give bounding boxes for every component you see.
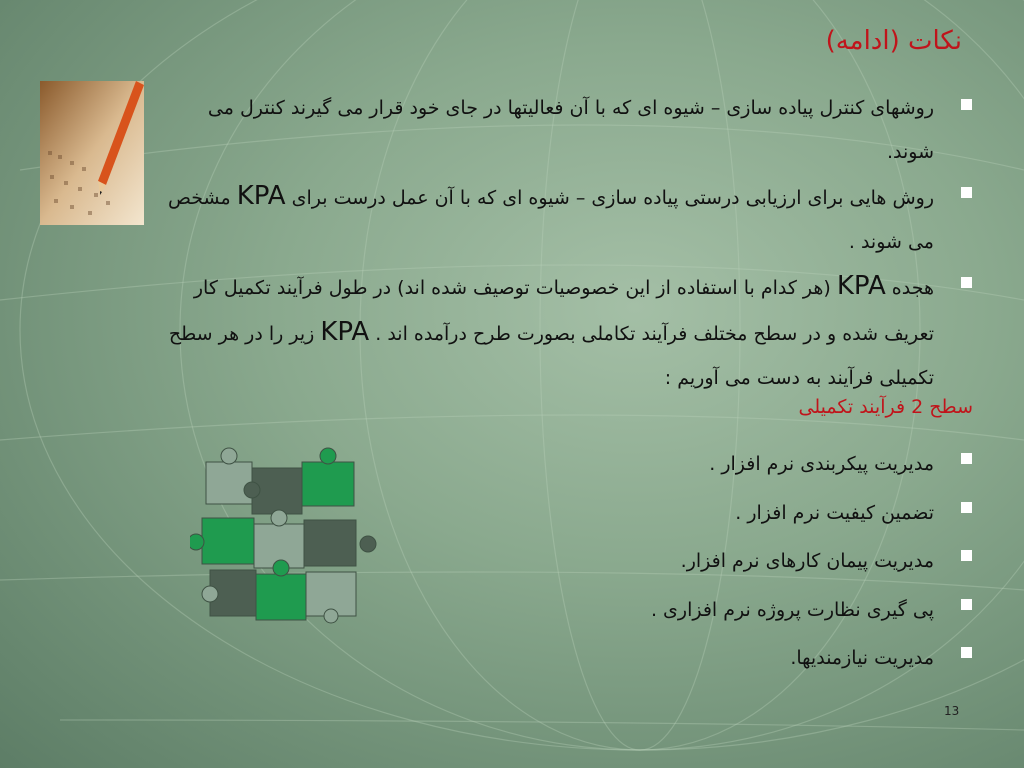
puzzle-pieces-image xyxy=(190,444,380,626)
list-item: مدیریت پیکربندی نرم افزار . xyxy=(516,440,976,489)
kpa-term: KPA xyxy=(320,317,370,347)
square-bullet-icon xyxy=(961,502,972,513)
kpa-term: KPA xyxy=(236,181,286,211)
list-item: پی گیری نظارت پروژه نرم افزاری . xyxy=(516,586,976,635)
list-item: مدیریت نیازمندیها. xyxy=(516,634,976,683)
bullet-item: هجده KPA (هر کدام با استفاده از این خصوصیات توصیف شده اند) در طول فرآیند تکمیل کار تعریف شده و در سطح مختلف فرآیند تکاملی بصورت طرح درآمده اند . KPA زیر را در هر سطح تکمیلی فرآیند به دست می آوریم : xyxy=(156,264,976,400)
main-bullet-list xyxy=(156,86,976,400)
square-bullet-icon xyxy=(961,187,972,198)
bullet-item: روشهای کنترل پیاده سازی – شیوه ای که با آن فعالیتها در جای خود قرار می گیرند کنترل می شوند. xyxy=(156,86,976,174)
pencil-on-paper-image xyxy=(40,81,144,225)
level-item-list xyxy=(516,440,976,683)
square-bullet-icon xyxy=(961,647,972,658)
bullet-item: روش هایی برای ارزیابی درستی پیاده سازی – شیوه ای که با آن عمل درست برای KPA مشخص می شوند . xyxy=(156,174,976,264)
square-bullet-icon xyxy=(961,453,972,464)
kpa-term: KPA xyxy=(836,271,886,301)
square-bullet-icon xyxy=(961,99,972,110)
square-bullet-icon xyxy=(961,277,972,288)
level-heading: سطح 2 فرآیند تکمیلی xyxy=(798,396,973,418)
square-bullet-icon xyxy=(961,599,972,610)
page-number: 13 xyxy=(944,704,960,718)
square-bullet-icon xyxy=(961,550,972,561)
list-item: مدیریت پیمان کارهای نرم افزار. xyxy=(516,537,976,586)
slide-title: نکات (ادامه) xyxy=(825,26,962,56)
list-item: تضمین کیفیت نرم افزار . xyxy=(516,489,976,538)
